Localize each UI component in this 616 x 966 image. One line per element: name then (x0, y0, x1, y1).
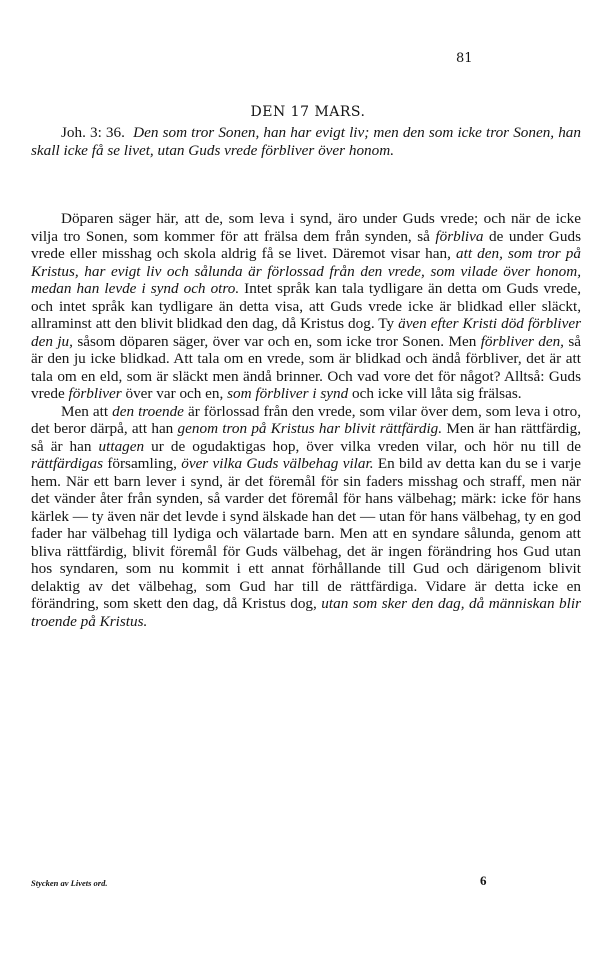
emphasis-text: rättfärdigas (31, 455, 104, 472)
text-run: så är den ju icke blidkad. Att tala om en vrede, som är blidkad och ändå förbliver, det är att tala om en eld, som är släckt men ändå brinner. Och vad vore det för något? Alltså: Guds vrede (31, 332, 582, 402)
emphasis-text: uttagen (98, 437, 145, 455)
text-run: Döparen säger här, att de, som leva i synd, äro under Guds vrede; och när de icke vilja tro Sonen, som kommer för att frälsa dem från synden, så (31, 210, 581, 245)
paragraph-2 (31, 403, 581, 631)
text-run: En bild av detta kan du se i varje hem. När ett barn lever i synd, är det föremål för sin faders misshag och straff, men när det vänder åter från synden, så varder det föremål för hans välbehag; märk: icke för hans kärlek — ty även när det levde i synd älskade han det — utan för hans välbehag, ty en god fader har välbehag till lydiga och välartade barn. Men att en syndare sålunda, genom att bliva rättfärdig, blivit föremål för Guds välbehag, det är ingen förändring hos Gud utan hos syndaren, som nu kommit i ett annat förhållande till Gud och därigenom blivit delaktig av det välbehag, som Gud har till de rättfärdiga. Vidare är detta icke en förändring, som skett den dag, då Kristus dog, (31, 455, 581, 612)
verse-text: Den som tror Sonen, han har evigt liv; men den som icke tror Sonen, han skall icke få se livet, utan Guds vrede förbliver över honom. (31, 124, 581, 159)
emphasis-text: att den, som tror på Kristus, har evigt liv och sålunda är förlossad från den vrede, som vilade över honom, medan han levde i synd och otro. (31, 245, 581, 297)
text-run: Men att (61, 402, 113, 420)
text-run: Men är han rättfärdig, så är han (31, 420, 581, 455)
emphasis-text: utan som sker den dag, då människan blir troende på Kristus. (31, 595, 581, 630)
footer-book-title: Stycken av Livets ord. (31, 878, 108, 888)
emphasis-text: som förbliver i synd (227, 385, 349, 402)
date-heading: DEN 17 MARS. (250, 104, 366, 120)
text-run: är förlossad från den vrede, som vilar över dem, som leva i otro, det beror därpå, att han (31, 402, 581, 437)
text-run: de under Guds vrede eller misshag och skola aldrig få se livet. Däremot visar han, (31, 227, 581, 262)
page-number: 81 (456, 51, 473, 66)
emphasis-text: förbliva (435, 227, 484, 245)
paragraph-1 (31, 210, 581, 403)
text-run: ur de ogudaktigas hop, över vilka vreden vilar, och hör nu till de (144, 437, 581, 455)
footer-signature-mark: 6 (480, 873, 487, 888)
emphasis-text: den troende (112, 402, 184, 420)
emphasis-text: genom tron på Kristus har blivit rättfärdig. (177, 420, 443, 437)
body-text (31, 210, 581, 630)
verse-reference: Joh. 3: 36. (61, 124, 125, 141)
text-run: och icke vill låta sig frälsas. (348, 385, 522, 402)
emphasis-text: förbliver (68, 385, 122, 402)
emphasis-text: över vilka Guds välbehag vilar. (181, 455, 374, 472)
emphasis-text: förbliver den, (480, 332, 564, 350)
bible-verse (31, 124, 581, 159)
text-run: över var och en, (121, 385, 228, 402)
text-run: Intet språk kan tala tydligare än detta om Guds vrede, och intet språk kan tydligare än detta visa, att Guds vrede icke är blidkad eller släckt, allraminst att den blivit blidkad den dag, då Kristus dog. Ty (31, 280, 581, 332)
text-run: församling, (103, 455, 182, 472)
emphasis-text: även efter Kristi död förbliver den ju, (31, 315, 582, 350)
text-run: såsom döparen säger, över var och en, som icke tror Sonen. Men (72, 332, 481, 350)
